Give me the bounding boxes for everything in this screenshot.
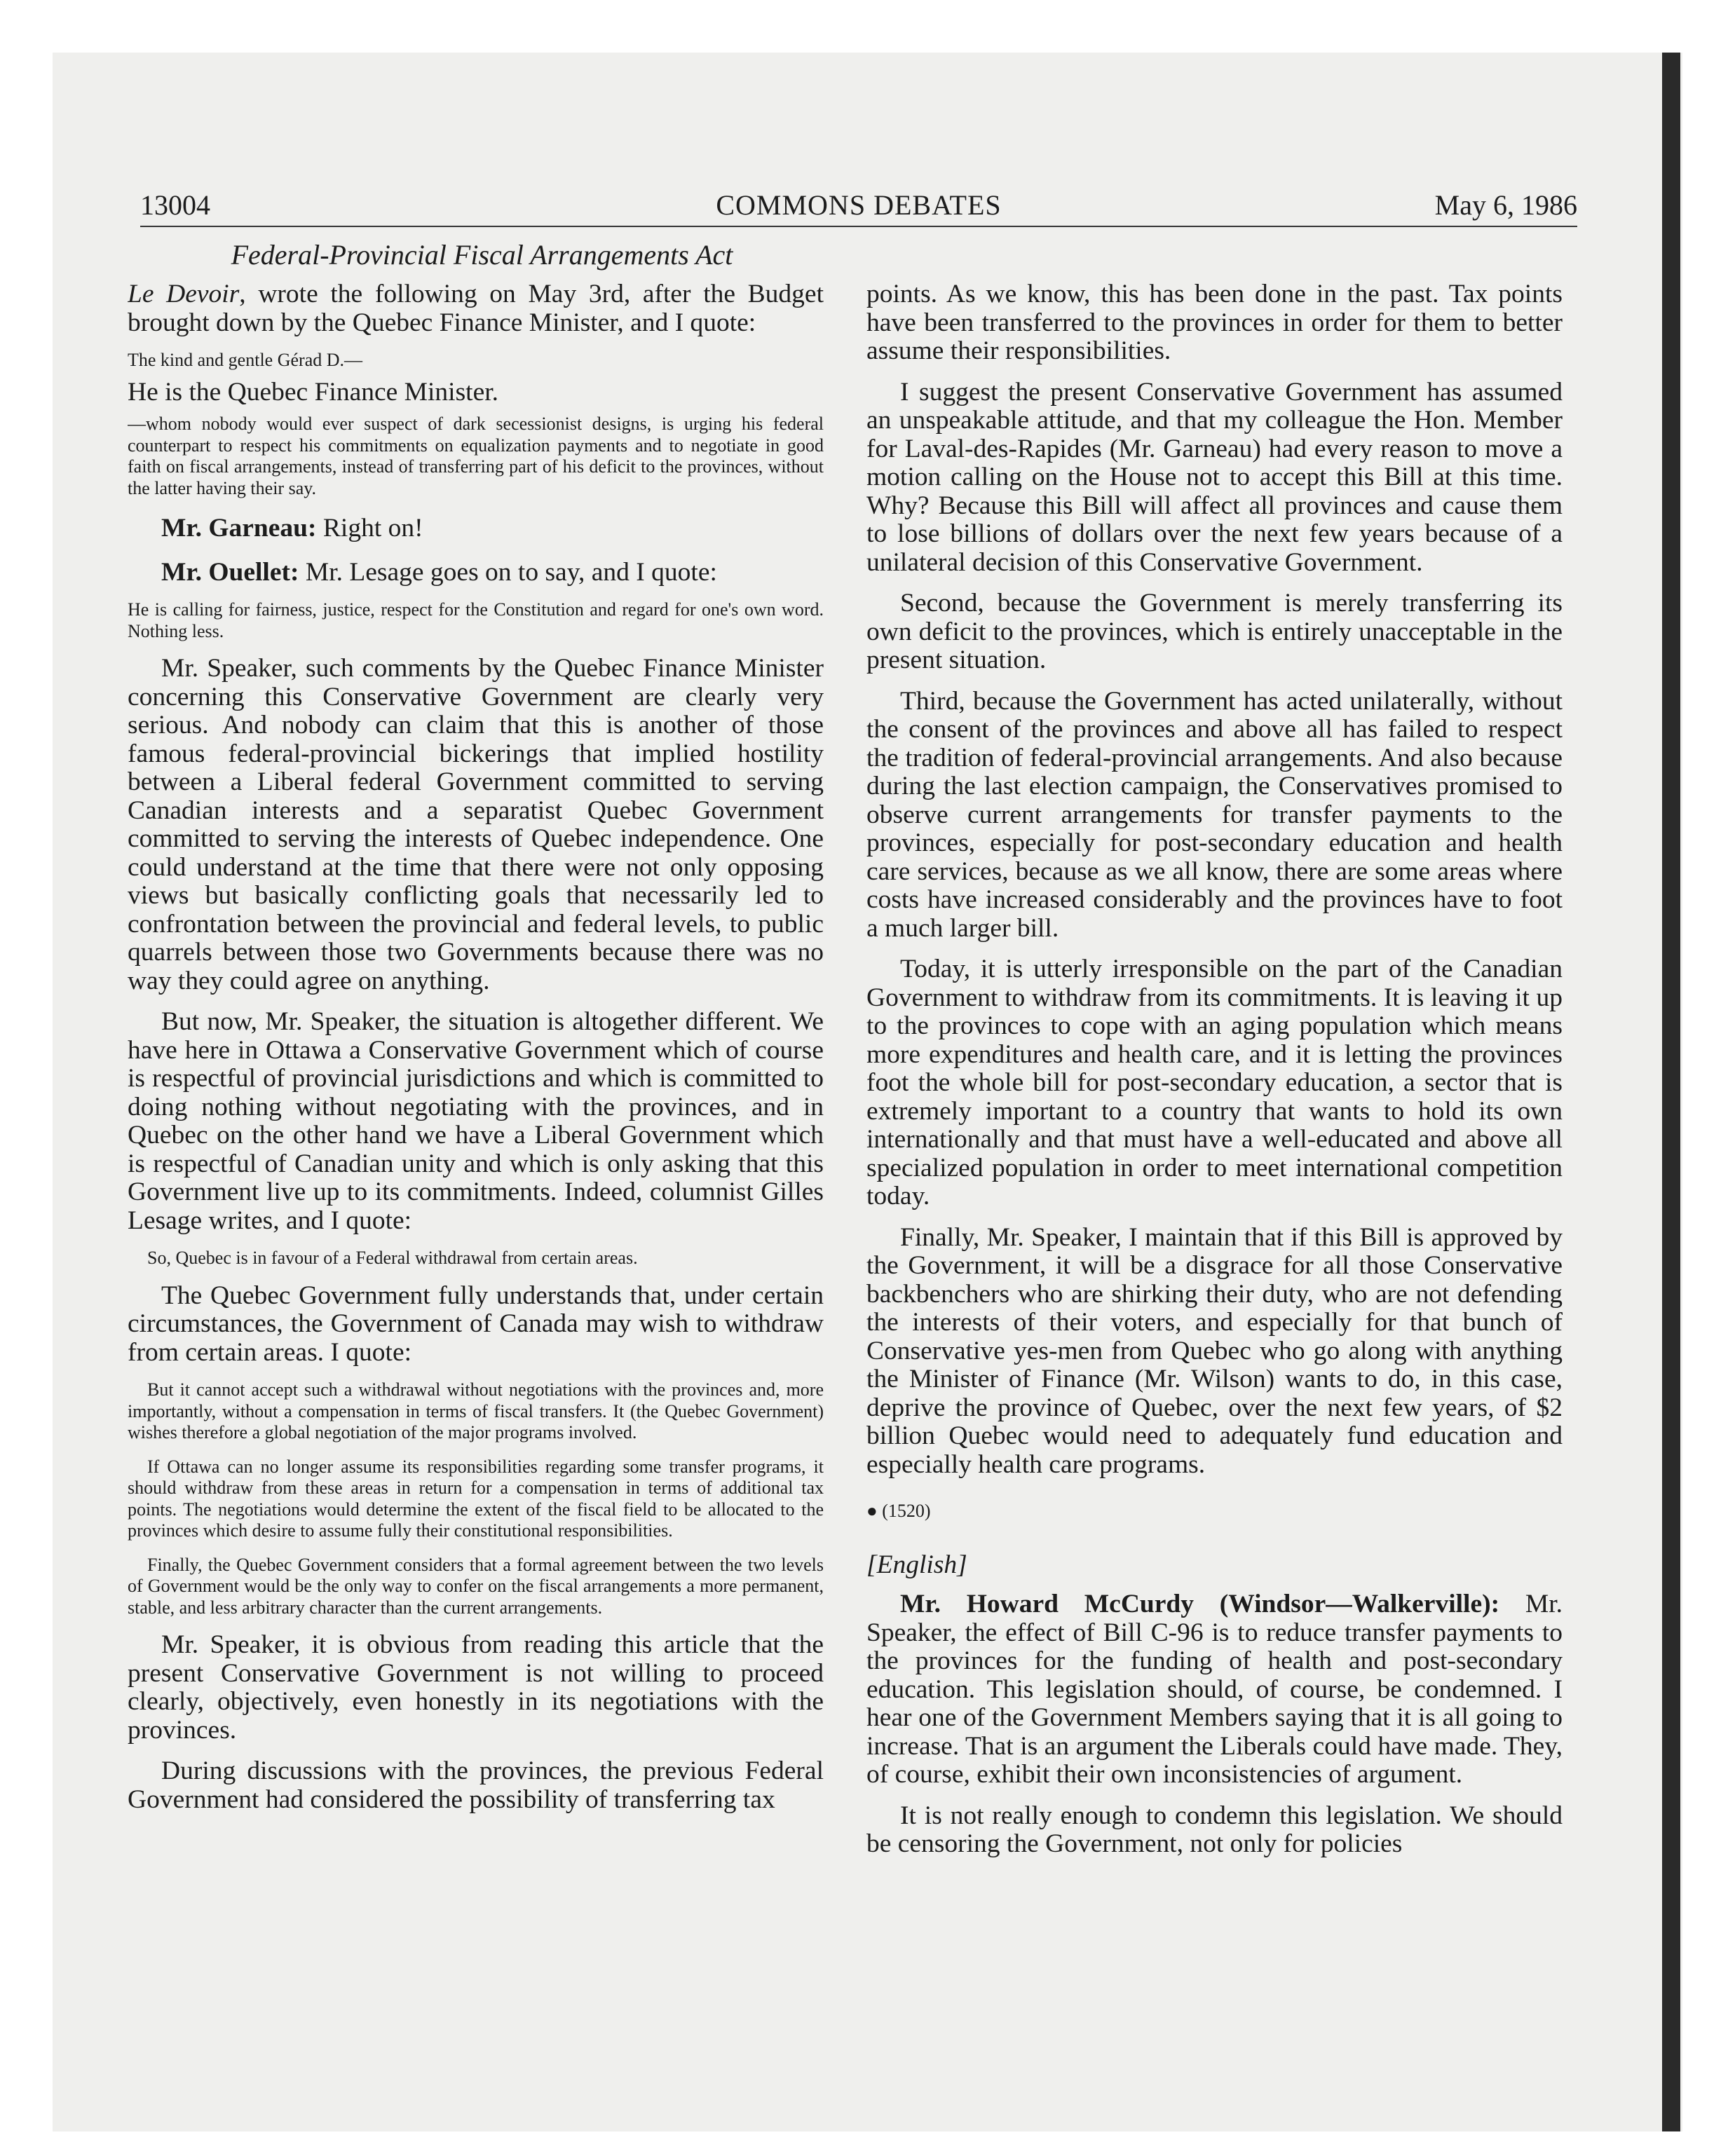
paragraph: The Quebec Government fully understands that, under certain circumstances, the Government of Canada may wish to withdraw from certain areas. I quote: (128, 1281, 824, 1367)
quotation: —whom nobody would ever suspect of dark secessionist designs, is urging his federal counterpart to respect his commitments on equalization payments and to negotiate in good faith on fiscal arrangements, instead of transferring part of his deficit to the provinces, without the latter having their say. (128, 414, 824, 498)
page-number: 13004 (140, 189, 210, 221)
paragraph: Mr. Speaker, such comments by the Quebec Finance Minister concerning this Conservative Government are clearly very serious. And nobody can claim that this is another of those famous federal-provincial bickerings that implied hostility between a Liberal federal Government committed to serving Canadian interests and a separatist Quebec Government committed to serving the interests of Quebec independence. One could understand at the time that there were not only opposing views but basically conflicting goals that necessarily led to confrontation between the provincial and federal levels, to public quarrels between those two Governments because there was no way they could agree on anything. (128, 654, 824, 995)
paragraph: Mr. Speaker, it is obvious from reading this article that the present Conservative Government is not willing to proceed clearly, objectively, even honestly in its negotiations with the provinces. (128, 1630, 824, 1745)
paragraph: He is the Quebec Finance Minister. (128, 377, 499, 407)
speech-text: Mr. Speaker, the effect of Bill C-96 is to reduce transfer payments to the provinces for the funding of health and post-secondary education. This legislation should, of course, be condemned. I hear one of the Government Members saying that it is all going to increase. That is an argument the Liberals could have made. They, of course, exhibit their own inconsistencies of argument. (866, 1590, 1563, 1789)
time-marker: ● (1520) (866, 1501, 931, 1521)
speaker-paragraph (128, 559, 824, 587)
left-column (128, 280, 824, 2005)
paragraph: During discussions with the provinces, the previous Federal Government had considered the possibility of transferring tax (128, 1756, 824, 1814)
newspaper-name: Le Devoir (128, 280, 240, 308)
paragraph: It is not really enough to condemn this legislation. We should be censoring the Government, not only for policies (866, 1801, 1563, 1858)
quotation: Finally, the Quebec Government considers that a formal agreement between the two levels of Government would be the only way to confer on the fiscal arrangements a more permanent, stable, and less arbitrary character than the current arrangements. (128, 1554, 824, 1618)
speaker-paragraph (866, 1590, 1563, 1789)
paragraph-text: , wrote the following on May 3rd, after the Budget brought down by the Quebec Finance Minister, and I quote: (128, 280, 824, 337)
page-header (140, 188, 1577, 227)
paragraph: Second, because the Government is merely transferring its own deficit to the provinces, which is entirely unacceptable in the present situation. (866, 589, 1563, 674)
publication-title: COMMONS DEBATES (716, 189, 1002, 221)
language-tag: [English] (866, 1550, 967, 1579)
quotation: So, Quebec is in favour of a Federal withdrawal from certain areas. (147, 1248, 638, 1268)
speech-text: Mr. Lesage goes on to say, and I quote: (299, 557, 717, 587)
publication-date: May 6, 1986 (1434, 189, 1577, 221)
speaker-name: Mr. Howard McCurdy (Windsor—Walkerville): (900, 1590, 1500, 1618)
paragraph: points. As we know, this has been done in the past. Tax points have been transferred to the provinces in order for them to better assume their responsibilities. (866, 280, 1563, 365)
right-column (866, 280, 1563, 2005)
quotation: But it cannot accept such a withdrawal without negotiations with the provinces and, more importantly, without a compensation in terms of fiscal transfers. It (the Quebec Government) wishes therefore a global negotiation of the major programs involved. (128, 1379, 824, 1442)
running-title: Federal-Provincial Fiscal Arrangements Act (231, 239, 733, 271)
paragraph: I suggest the present Conservative Government has assumed an unspeakable attitude, and that my colleague the Hon. Member for Laval-des-Rapides (Mr. Garneau) had every reason to move a motion calling on the House not to accept this Bill at this time. Why? Because this Bill will affect all provinces and cause them to lose billions of dollars over the next few years because of a unilateral decision of this Conservative Government. (866, 377, 1563, 577)
speaker-name: Mr. Ouellet: (161, 557, 299, 587)
paragraph (128, 280, 824, 337)
paragraph: But now, Mr. Speaker, the situation is altogether different. We have here in Ottawa a Conservative Government which of course is respectful of provincial jurisdictions and which is committed to doing nothing without negotiating with the provinces, and in Quebec on the other hand we have a Liberal Government which is respectful of Canadian unity and which is only asking that this Government live up to its commitments. Indeed, columnist Gilles Lesage writes, and I quote: (128, 1007, 824, 1235)
paragraph: Today, it is utterly irresponsible on the part of the Canadian Government to withdraw from its commitments. It is leaving it up to the provinces to cope with an aging population which means more expenditures and health care, and it is letting the provinces foot the whole bill for post-secondary education, a sector that is extremely important to a country that wants to hold its own internationally and that must have a well-educated and above all specialized population in order to meet international competition today. (866, 955, 1563, 1210)
quotation: The kind and gentle Gérad D.— (128, 350, 363, 370)
speaker-name: Mr. Garneau: (161, 514, 317, 543)
page-edge-shadow (1662, 53, 1680, 2131)
speech-text: Right on! (316, 514, 423, 543)
quotation: If Ottawa can no longer assume its responsibilities regarding some transfer programs, it should withdraw from these areas in return for a compensation in terms of additional tax points. The negotiations would determine the extent of the fiscal field to be allocated to the provinces which desire to assume fully their constitutional responsibilities. (128, 1456, 824, 1541)
quotation: He is calling for fairness, justice, respect for the Constitution and regard for one's own word. Nothing less. (128, 599, 824, 641)
speaker-paragraph (128, 514, 824, 543)
paragraph: Third, because the Government has acted unilaterally, without the consent of the provinces and above all has failed to respect the tradition of federal-provincial arrangements. And also because during the last election campaign, the Conservatives promised to observe current arrangements for transfer payments to the provinces, especially for post-secondary education and health care services, because as we all know, there are some areas where costs have increased considerably and the provinces have to foot a much larger bill. (866, 686, 1563, 943)
paragraph: Finally, Mr. Speaker, I maintain that if this Bill is approved by the Government, it will be a disgrace for all those Conservative backbenchers who are shirking their duty, who are not defending the interests of their voters, and especially for that bunch of Conservative yes-men from Quebec who go along with anything the Minister of Finance (Mr. Wilson) wants to do, in this case, deprive the province of Quebec, over the next few years, of $2 billion Quebec would need to adequately fund education and especially health care programs. (866, 1222, 1563, 1479)
